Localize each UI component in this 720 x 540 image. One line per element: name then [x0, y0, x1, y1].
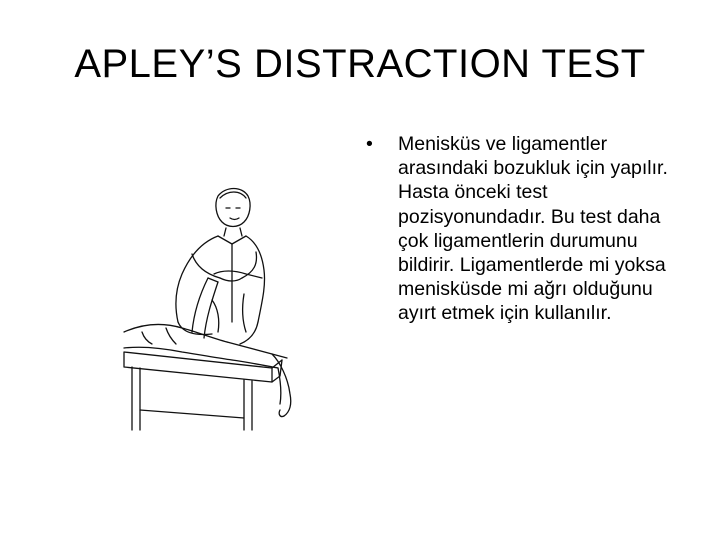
- slide-title: APLEY’S DISTRACTION TEST: [74, 42, 646, 86]
- bullet-text: Menisküs ve ligamentler arasındaki bozukluk için yapılır. Hasta önceki test pozisyonundadır. Bu test daha çok ligamentlerin durumunu bildirir. Ligamentlerde mi yoksa menisküsde mi ağrı olduğunu ayırt etmek için kullanılır.: [398, 133, 668, 325]
- bullet-item: [366, 132, 686, 326]
- examination-illustration: [122, 182, 310, 432]
- clinician-drawing: [176, 189, 265, 345]
- bullet-list: [366, 132, 686, 326]
- patient-drawing: [124, 278, 291, 417]
- bullet-marker: •: [366, 133, 373, 155]
